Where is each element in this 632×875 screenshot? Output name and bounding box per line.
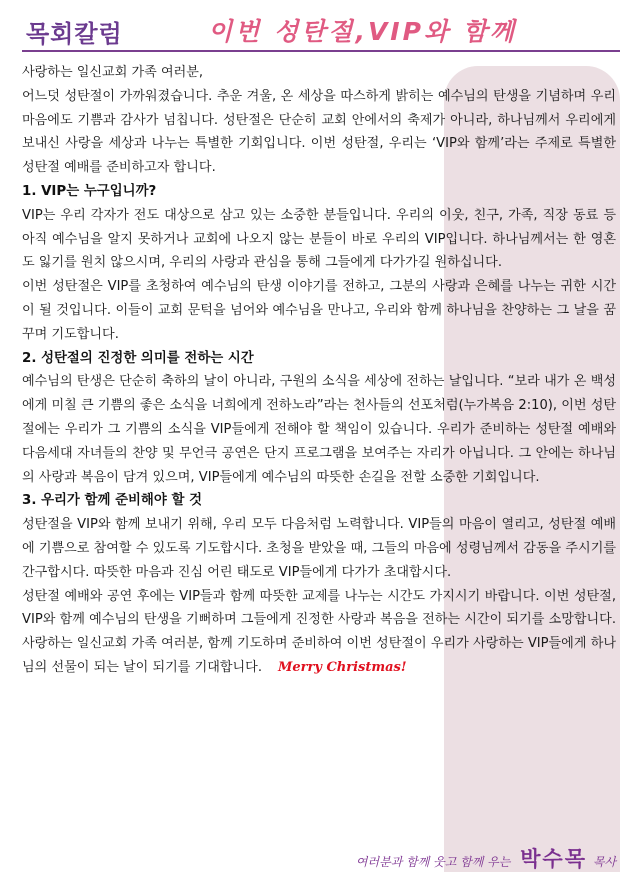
intro-paragraph: 어느덧 성탄절이 가까워졌습니다. 추운 겨울, 온 세상을 따스하게 밝히는 예수님의 탄생을 기념하며 우리 마음에도 기쁨과 감사가 넘칩니다. 성탄절은 단순히 교회 안에서의 축제가 아니라, 하나님께서 우리에게 보내신 사랑을 세상과 나누는 특별한 기회입니다. 이번 성탄절, 우리는 ‘VIP와 함께’라는 주제로 특별한 성탄절 예배를 준비하고자 합니다. — [22, 88, 616, 176]
column-header — [0, 0, 632, 58]
author-signature — [356, 843, 616, 873]
signature-prefix: 여러분과 함께 웃고 함께 우는 — [355, 855, 511, 869]
author-title: 목사 — [592, 855, 616, 869]
author-name: 박수목 — [520, 846, 587, 871]
opening-greeting: 사랑하는 일신교회 가족 여러분, — [22, 65, 204, 80]
section-3-paragraph-1: 성탄절을 VIP와 함께 보내기 위해, 우리 모두 다음처럼 노력합니다. VIP들의 마음이 열리고, 성탄절 예배에 기쁨으로 참여할 수 있도록 기도합시다. 초청을 받았을 때, 그들의 마음에 성령님께서 감동을 주시기를 간구합시다. 따뜻한 마음과 진심 어린 태도로 VIP들에게 다가가 초대합시다. — [22, 517, 616, 580]
section-2-paragraph-1: 예수님의 탄생은 단순히 축하의 날이 아니라, 구원의 소식을 세상에 전하는 날입니다. “보라 내가 온 백성에게 미칠 큰 기쁨의 좋은 소식을 너희에게 전하노라”라는 천사들의 선포처럼(누가복음 2:10), 이번 성탄절에는 우리가 그 기쁨의 소식을 VIP들에게 전해야 할 책임이 있습니다. 우리가 준비하는 성탄절 예배와 다음세대 자녀들의 찬양 및 무언극 공연은 단지 프로그램을 보여주는 자리가 아닙니다. 그 안에는 하나님의 사랑과 복음이 담겨 있으며, VIP들에게 예수님의 따뜻한 손길을 전할 소중한 기회입니다. — [22, 374, 616, 485]
section-3-heading: 3. 우리가 함께 준비해야 할 것 — [22, 493, 203, 509]
article-body — [22, 61, 616, 680]
closing-paragraph — [22, 585, 616, 680]
column-subtitle: 이번 성탄절,VIP와 함께 — [208, 17, 518, 46]
merry-christmas-greeting: Merry Christmas! — [278, 659, 407, 675]
column-title: 목회칼럼 — [26, 20, 123, 48]
closing-text: 성탄절 예배와 공연 후에는 VIP들과 함께 따뜻한 교제를 나누는 시간도 가지시기 바랍니다. 이번 성탄절, VIP와 함께 예수님의 탄생을 기뻐하며 그들에게 진정한 사랑과 복음을 전하는 시간이 되기를 소망합니다. 사랑하는 일신교회 가족 여러분, 함께 기도하며 준비하여 이번 성탄절이 우리가 사랑하는 VIP들에게 하나님의 선물이 되는 날이 되기를 기대합니다. — [22, 588, 616, 675]
section-1-paragraph-1: VIP는 우리 각자가 전도 대상으로 삼고 있는 소중한 분들입니다. 우리의 이웃, 친구, 가족, 직장 동료 등 아직 예수님을 알지 못하거나 교회에 나오지 않는 분들이 바로 우리의 VIP입니다. 하나님께서는 한 영혼도 잃기를 원치 않으시며, 우리의 사랑과 관심을 통해 그들에게 다가가길 원하십니다. — [22, 207, 616, 271]
section-2-heading: 2. 성탄절의 진정한 의미를 전하는 시간 — [22, 350, 254, 366]
section-1-paragraph-2: 이번 성탄절은 VIP를 초청하여 예수님의 탄생 이야기를 전하고, 그분의 사랑과 은혜를 나누는 귀한 시간이 될 것입니다. 이들이 교회 문턱을 넘어와 예수님을 만나고, 우리와 함께 하나님을 찬양하는 그 날을 꿈꾸며 기도합니다. — [22, 279, 616, 342]
header-divider — [22, 50, 620, 52]
section-1-heading: 1. VIP는 누구입니까? — [22, 183, 157, 199]
